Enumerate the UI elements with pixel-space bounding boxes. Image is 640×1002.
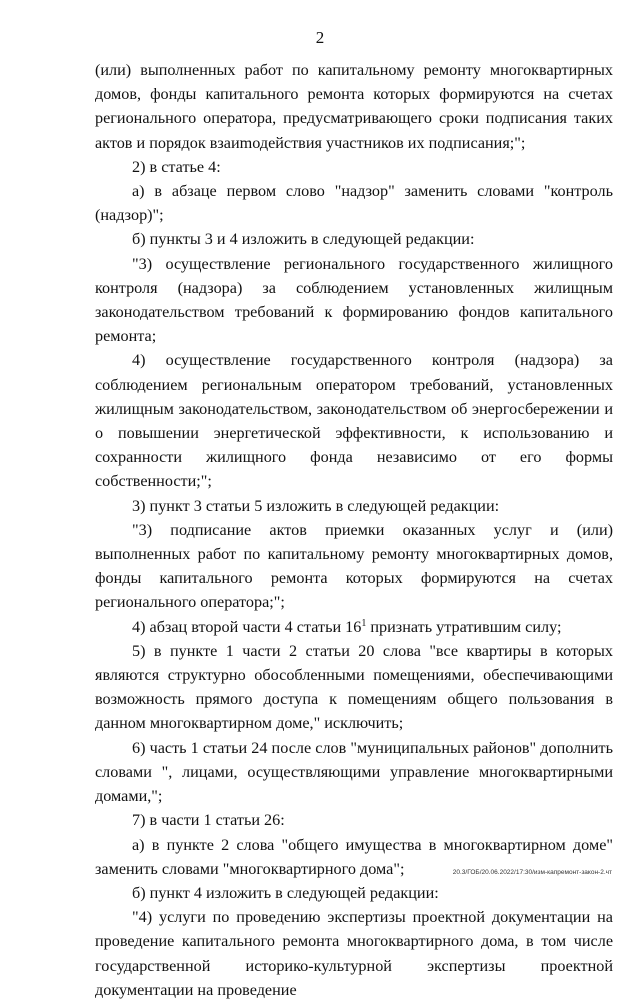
paragraph-item-2b: б) пункты 3 и 4 изложить в следующей редакции:: [132, 230, 475, 249]
paragraph-point-4: 4) осуществление государственного контроля (надзора) за соблюдением региональным оператором требований, установленных жилищным законодательством, законодательством об энергосбережении и о повышении энергетической эффективности, к использованию и сохранности жилищного фонда независимо от его формы собственности;";: [95, 351, 613, 491]
footer-document-code: 20.3/ГОБ/20.06.2022/17:30/изм-капремонт-закон-2.чт: [452, 869, 612, 876]
page-number: 2: [315, 28, 325, 47]
document-body: [95, 58, 613, 1002]
paragraph-item-5: 5) в пункте 1 части 2 статьи 20 слова "все квартиры в которых являются структурно обособленными помещениями, обеспечивающими возможность прямого доступа к помещениям общего пользования в данном многоквартирном доме," исключить;: [95, 641, 613, 733]
item4-superscript: 1: [361, 617, 367, 629]
paragraph-item-2: 2) в статье 4:: [132, 157, 221, 176]
item4-text-before: 4) абзац второй части 4 статьи 16: [132, 617, 362, 636]
paragraph-item-3-text: "3) подписание актов приемки оказанных услуг и (или) выполненных работ по капитальному ремонту многоквартирных домов, фонды капитального ремонта которых формируются на счетах регионального оператора;";: [95, 520, 613, 612]
paragraph-item-6: 6) часть 1 статьи 24 после слов "муниципальных районов" дополнить словами ", лицами, осуществляющими управление многоквартирными домами,";: [95, 738, 613, 806]
paragraph-item-7a: а) в пункте 2 слова "общего имущества в многоквартирном доме" заменить словами "многоквартирного дома";: [95, 835, 613, 878]
paragraph-item-4: [95, 615, 613, 639]
paragraph-item-7: 7) в части 1 статьи 26:: [132, 811, 285, 830]
paragraph-item-3: 3) пункт 3 статьи 5 изложить в следующей редакции:: [132, 496, 500, 515]
paragraph-point-4-services: "4) услуги по проведению экспертизы проектной документации на проведение капитального ремонта многоквартирного дома, в том числе государственной историко-культурной экспертизы проектной документации на проведение: [95, 908, 613, 999]
item4-text-after: признать утратившим силу;: [366, 617, 562, 636]
paragraph-item-7b: б) пункт 4 изложить в следующей редакции:: [132, 883, 439, 902]
paragraph-item-2a: а) в абзаце первом слово "надзор" заменить словами "контроль (надзор)";: [95, 182, 613, 225]
paragraph-point-3: "3) осуществление регионального государственного жилищного контроля (надзора) за соблюдением установленных жилищным законодательством требований к формированию фондов капитального ремонта;: [95, 254, 613, 346]
paragraph-continuation: (или) выполненных работ по капитальному ремонту многоквартирных домов, фонды капитального ремонта которых формируются на счетах регионального оператора, предусматривающего сроки подписания таких актов и порядок взаиmодействия участников их подписания;";: [95, 61, 613, 152]
